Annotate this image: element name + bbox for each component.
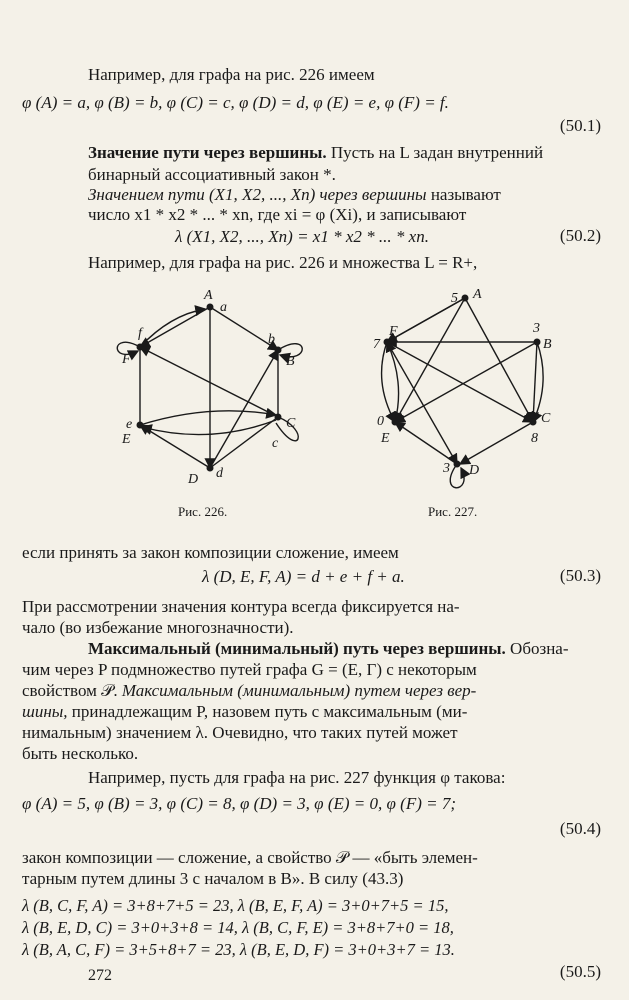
fig227-node-C: C bbox=[541, 411, 551, 426]
text-line: Например, для графа на рис. 226 и множества L = R+, bbox=[88, 253, 478, 272]
formula-line: λ (B, E, D, C) = 3+0+3+8 = 14, λ (B, C, F, E) = 3+8+7+0 = 18, bbox=[22, 918, 454, 937]
fig227-node-D: D bbox=[469, 463, 480, 478]
figure-caption: Рис. 227. bbox=[428, 504, 478, 519]
text-line: тарным путем длины 3 с началом в B». В силу (43.3) bbox=[22, 869, 404, 888]
definition-term: Максимальным (минимальным) путем через вер- bbox=[121, 681, 477, 700]
text-line bbox=[22, 701, 467, 723]
fig226-node-A: A bbox=[204, 288, 213, 303]
text-line: чим через P подмножество путей графа G = (E, Γ) с некоторым bbox=[22, 660, 477, 679]
fig227-node-F: F bbox=[389, 324, 398, 339]
equation-number: (50.3) bbox=[559, 566, 601, 585]
text-span: Обозна- bbox=[505, 639, 569, 658]
fig227-value-C: 8 bbox=[531, 431, 538, 446]
fig226-node-B: B bbox=[286, 354, 295, 369]
fig227-value-A: 5 bbox=[451, 291, 458, 306]
text-line: закон композиции — сложение, а свойство 𝒫 — «быть элемен- bbox=[22, 848, 478, 867]
text-line: Например, пусть для графа на рис. 227 функция φ такова: bbox=[88, 768, 506, 787]
definition-term: шины, bbox=[22, 702, 68, 721]
text-line: если принять за закон композиции сложение, имеем bbox=[22, 543, 399, 562]
fig227-value-B: 3 bbox=[533, 321, 540, 336]
fig226-value-e: e bbox=[126, 417, 133, 432]
text-line: Например, для графа на рис. 226 имеем bbox=[88, 65, 375, 84]
text-line bbox=[22, 680, 476, 702]
fig226-node-D: D bbox=[188, 472, 199, 487]
formula-line: φ (A) = 5, φ (B) = 3, φ (C) = 8, φ (D) = 3, φ (E) = 0, φ (F) = 7; bbox=[22, 794, 457, 813]
fig227-value-D: 3 bbox=[443, 461, 450, 476]
fig226-node-C: C bbox=[286, 416, 296, 431]
text-line bbox=[88, 184, 501, 206]
fig226-node-F: F bbox=[122, 352, 131, 367]
formula-line: λ (B, A, C, F) = 3+5+8+7 = 23, λ (B, E, D, F) = 3+0+3+7 = 13. bbox=[22, 940, 455, 959]
section-heading: Значение пути через вершины. bbox=[88, 143, 327, 162]
formula-line: λ (X1, X2, ..., Xn) = x1 * x2 * ... * xn. bbox=[175, 227, 429, 246]
section-heading: Максимальный (минимальный) путь через вершины. bbox=[88, 639, 506, 658]
fig226-value-b: b bbox=[268, 332, 275, 347]
text-line: При рассмотрении значения контура всегда фиксируется на- bbox=[22, 597, 460, 616]
figure-227 bbox=[365, 280, 565, 500]
formula-line: λ (D, E, F, A) = d + e + f + a. bbox=[202, 567, 405, 586]
fig227-value-F: 7 bbox=[373, 337, 380, 352]
definition-term: Значением пути (X1, X2, ..., Xn) через вершины bbox=[88, 185, 427, 204]
text-line: бинарный ассоциативный закон *. bbox=[88, 165, 336, 184]
fig226-value-f: f bbox=[138, 326, 142, 341]
paragraph-heading bbox=[88, 142, 543, 164]
equation-number: (50.5) bbox=[559, 962, 601, 981]
text-span: принадлежащим P, назовем путь с максимальным (ми- bbox=[67, 702, 468, 721]
fig226-value-a: a bbox=[220, 300, 227, 315]
paragraph-heading bbox=[88, 638, 569, 660]
figure-226 bbox=[100, 285, 320, 495]
page-number: 272 bbox=[88, 967, 112, 984]
text-line: чало (во избежание многозначности). bbox=[22, 618, 294, 637]
text-span: свойством 𝒫. bbox=[22, 681, 122, 700]
equation-number: (50.1) bbox=[559, 116, 601, 135]
formula-line: φ (A) = a, φ (B) = b, φ (C) = c, φ (D) = d, φ (E) = e, φ (F) = f. bbox=[22, 93, 449, 112]
equation-number: (50.2) bbox=[559, 226, 601, 245]
fig226-node-E: E bbox=[122, 432, 131, 447]
figure-caption: Рис. 226. bbox=[178, 504, 228, 519]
formula-line: λ (B, C, F, A) = 3+8+7+5 = 23, λ (B, E, F, A) = 3+0+7+5 = 15, bbox=[22, 896, 449, 915]
fig227-node-A: A bbox=[473, 287, 482, 302]
fig226-value-d: d bbox=[216, 466, 223, 481]
fig227-node-B: B bbox=[543, 337, 552, 352]
equation-number: (50.4) bbox=[559, 819, 601, 838]
text-line: нимальным) значением λ. Очевидно, что таких путей может bbox=[22, 723, 458, 742]
text-line: быть несколько. bbox=[22, 744, 139, 763]
text-span: Пусть на L задан внутренний bbox=[326, 143, 544, 162]
fig227-node-E: E bbox=[381, 431, 390, 446]
text-span: называют bbox=[426, 185, 501, 204]
fig226-value-c: c bbox=[272, 436, 279, 451]
fig227-value-E: 0 bbox=[377, 414, 384, 429]
text-line: число x1 * x2 * ... * xn, где xi = φ (Xi), и записывают bbox=[88, 205, 467, 224]
